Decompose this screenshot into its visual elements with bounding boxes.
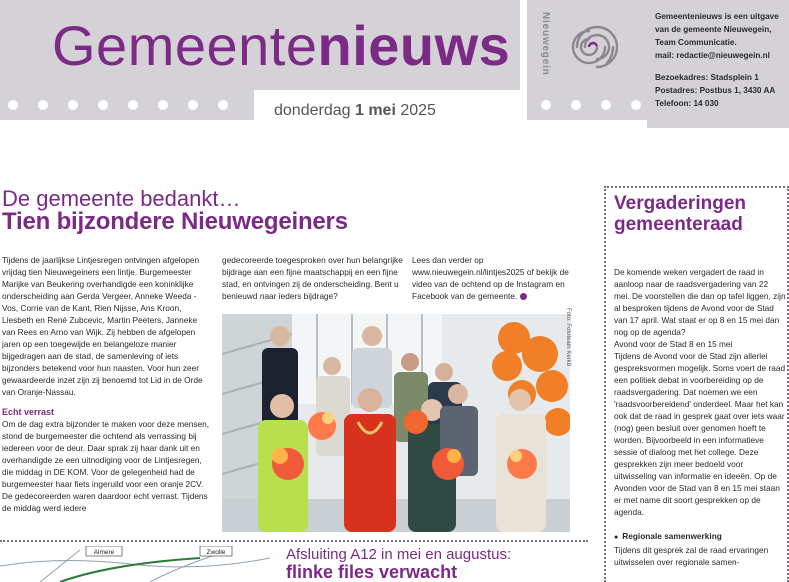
colofon-email[interactable]: mail: redactie@nieuwegein.nl	[655, 51, 770, 60]
photo-credit: Foto: Fototeam Kerk8	[565, 308, 571, 367]
nieuwegein-logo-icon	[558, 12, 628, 82]
road-map	[0, 546, 270, 582]
article-column-2	[222, 254, 404, 302]
colofon-line: Bezoekadres: Stadsplein 1	[655, 73, 759, 82]
paragraph: Tijdens dit gesprek zal de raad ervaringen uitwisselen over regionale samen-	[614, 545, 769, 567]
paragraph: gedecoreerde toegesproken over hun belangrijke bijdrage aan een fijne maatschappij en een fijne stad, en ontvingen zij de onderscheiding. Bent u benieuwd naar ieders bijdrage?	[222, 255, 403, 301]
article-subhead: Echt verrast	[2, 407, 55, 417]
paragraph: Tijdens de Avond voor de Stad zijn allerlei gespreksvormen mogelijk. Soms voert de raad een politiek debat in voorbereiding op de raadsvergadering. Dat noemen we een 'raadsvoorbereidend' onderdeel. Maar het kan ook dat de raad in gesprek gaat over iets waar (nog) geen besluit over genomen hoeft te worden. Bijvoorbeeld in een informatieve sessie of dialoog met het college. Deze gesprekken zijn meer bedoeld voor uitwisseling van informatie en ideeën. Op de Avonden voor de Stad van 8 en 15 mei staan er met name dit soort gesprekken op de agenda.	[614, 351, 786, 517]
issue-date: donderdag 1 mei 2025	[274, 102, 436, 119]
paragraph: Lees dan verder op www.nieuwegein.nl/lintjes2025 of bekijk de video van de ochtend op de Instagram en Facebook van de gemeente.	[412, 255, 569, 301]
masthead	[0, 0, 789, 128]
colofon-line: Gemeentenieuws is een uitgave	[655, 12, 779, 21]
colofon-line: Postadres: Postbus 1, 3430 AA	[655, 86, 776, 95]
group-photo	[222, 314, 570, 532]
colofon-line: Telefoon: 14 030	[655, 99, 719, 108]
end-mark-icon	[520, 293, 527, 300]
map-label-almere: Almere	[93, 549, 115, 556]
article-headline: Tien bijzondere Nieuwegeiners	[2, 208, 348, 235]
colofon	[647, 0, 789, 128]
group-photo-illustration	[222, 314, 570, 532]
article-column-3	[412, 254, 572, 302]
sidebar-title: Vergaderingen gemeenteraad	[614, 193, 746, 235]
article-kicker: De gemeente bedankt…	[2, 186, 241, 211]
colofon-line: van de gemeente Nieuwegein,	[655, 25, 772, 34]
municipality-vertical-name: Nieuwegein	[540, 12, 551, 76]
sidebar-subhead: ● Regionale samenwerking	[614, 530, 786, 544]
section-divider	[0, 540, 588, 542]
paragraph: Avond voor de Stad 8 en 15 mei	[614, 339, 733, 349]
paragraph: De komende weken vergadert de raad in aanloop naar de raadsvergadering van 22 mei. De voorstellen die dan op tafel liggen, zijn al besproken tijdens de Avond voor de Stad van 17 april. Wat staat er op 8 en 15 mei dan nog op de agenda?	[614, 267, 786, 337]
paragraph: Tijdens de jaarlijkse Lintjesregen ontvingen afgelopen vrijdag tien Nieuwegeiners een lintje. Burgemeester Marijke van Beukering overhandigde een koninklijke onderscheiding aan Gerda Vergeer, Anneke Weeda - Vos, Corrie van de Kant, Rien Nijsse, Ans Kroon, Liesbeth en René Zubcevic, Martin Peeters, Janneke van Rees en Arno van Wijk. Zij hebben de afgelopen jaren op een toegewijde en belangeloze manier bijgedragen aan de stad, de samenleving of iets bijzonders betekend voor hun naasten. Voor hun zeer gewaardeerde inzet zijn zij benoemd tot Lid in de Orde van Oranje-Nassau.	[2, 255, 203, 397]
teaser-kicker: Afsluiting A12 in mei en augustus:	[286, 546, 512, 563]
sidebar-body	[614, 266, 786, 568]
dot-strip-right	[527, 90, 647, 120]
teaser-headline[interactable]: flinke files verwacht	[286, 562, 458, 582]
paragraph: Om de dag extra bijzonder te maken voor deze mensen, stond de burgemeester die ochtend als verrassing bij iedereen voor de deur. Daar sprak zij haar dank uit en overhandigde ze een uitnodiging voor de Lintjesregen, die middag in DE KOM. Voor de gelegenheid had de burgemeester haar fiets ingeruild voor een oranje 2CV. De gedecoreerden waren daardoor echt verrast. Tijdens de middag werd iedere	[2, 419, 210, 513]
article-column-1	[2, 254, 210, 514]
newspaper-title: Gemeentenieuws	[52, 14, 511, 77]
map-label-zwolle: Zwolle	[206, 549, 226, 556]
dot-strip	[0, 90, 254, 120]
colofon-line: Team Communicatie.	[655, 38, 737, 47]
